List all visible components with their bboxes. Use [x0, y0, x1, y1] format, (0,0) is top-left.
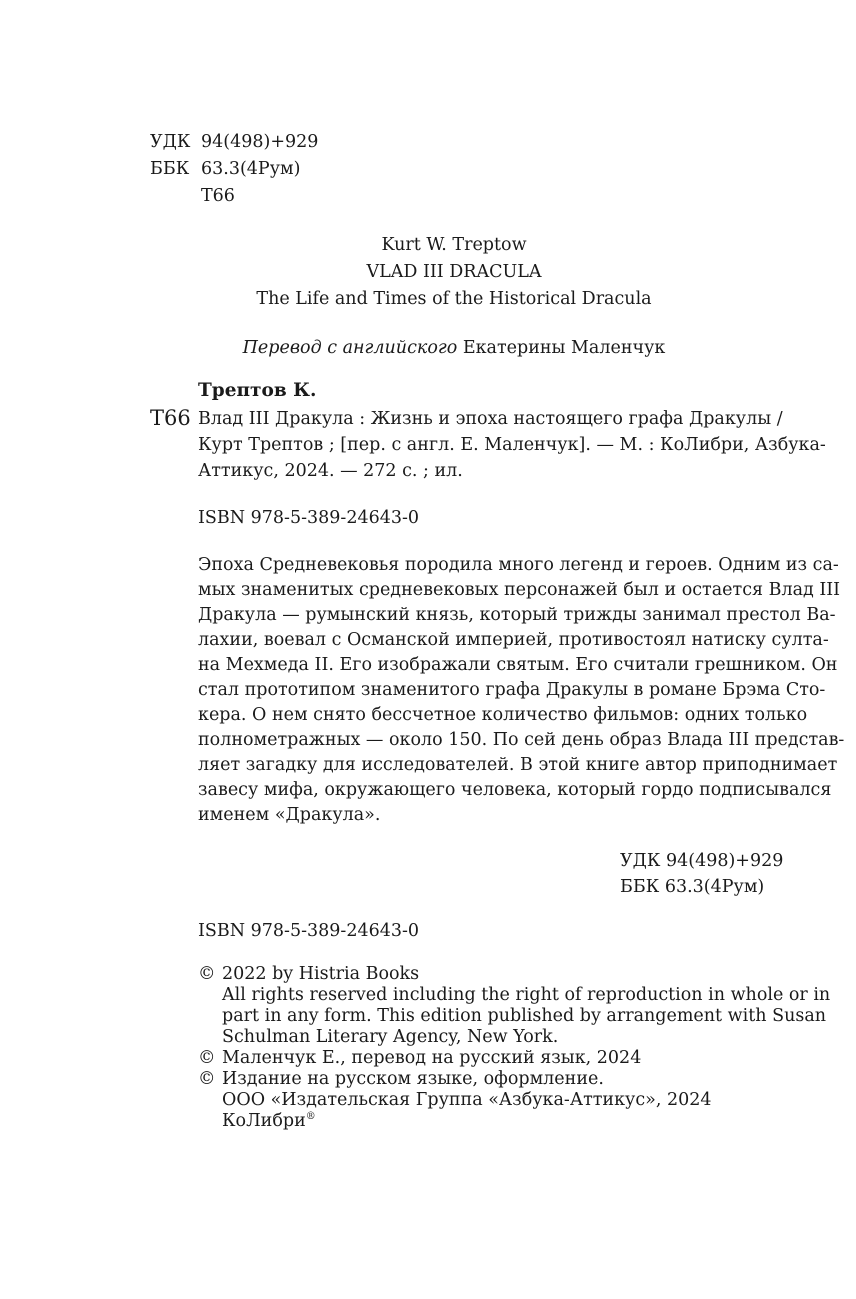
original-title-block [150, 232, 758, 313]
bbk-label: ББК [150, 159, 190, 179]
copyright-original-line-1: 2022 by Histria Books [222, 964, 420, 984]
annotation-line: на Мехмеда II. Его изображали святым. Его считали грешником. Он [198, 655, 838, 675]
annotation-line: кера. О нем снято бессчетное количество фильмов: одних только [198, 705, 808, 725]
annotation-line: ляет загадку для исследователей. В этой книге автор приподнимает [198, 755, 838, 775]
catalog-isbn: ISBN 978-5-389-24643-0 [198, 508, 420, 528]
original-author: Kurt W. Treptow [381, 235, 527, 255]
udk-value: 94(498)+929 [201, 132, 319, 152]
copyright-translation-line: Маленчук Е., перевод на русский язык, 2024 [222, 1048, 642, 1068]
annotation-line: Эпоха Средневековья породила много легенд и героев. Одним из са- [198, 555, 839, 575]
copyright-original-line-3: part in any form. This edition published by arrangement with Susan [222, 1006, 827, 1026]
copyright-edition-line-1: Издание на русском языке, оформление. [222, 1069, 604, 1089]
catalog-author-heading: Трептов К. [198, 380, 317, 401]
translation-label: Перевод с английского [242, 338, 458, 358]
udk-bottom: УДК 94(498)+929 [620, 851, 784, 871]
catalog-line-1: Влад III Дракула : Жизнь и эпоха настоящего графа Дракулы / [198, 409, 783, 429]
catalog-line-2: Курт Трептов ; [пер. с англ. Е. Маленчук]. — М. : КоЛибри, Азбука- [198, 435, 826, 455]
bbk-value: 63.3(4Рум) [201, 159, 301, 179]
annotation-line: лахии, воевал с Османской империей, противостоял натиску султа- [198, 630, 829, 650]
annotation-line: мых знаменитых средневековых персонажей был и остается Влад III [198, 580, 841, 600]
catalog-code-mark: Т66 [150, 406, 191, 430]
original-title: VLAD III DRACULA [366, 262, 542, 282]
copyright-edition-line-2: ООО «Издательская Группа «Азбука-Аттикус», 2024 [222, 1090, 712, 1110]
copyright-icon: © [198, 1048, 216, 1068]
catalog-line-3: Аттикус, 2024. — 272 с. ; ил. [198, 461, 463, 481]
annotation-line: Дракула — румынский князь, который трижды занимал престол Ва- [198, 605, 836, 625]
copyright-original-line-2: All rights reserved including the right of reproduction in whole or in [222, 985, 831, 1005]
copyright-icon: © [198, 1069, 216, 1089]
registered-icon: ® [305, 1111, 316, 1123]
original-subtitle: The Life and Times of the Historical Dracula [256, 289, 652, 309]
bbk-bottom: ББК 63.3(4Рум) [620, 877, 765, 897]
bbk-row-top [0, 161, 856, 181]
author-mark-top: Т66 [201, 186, 235, 206]
translation-credit [150, 336, 758, 360]
translator-name: Екатерины Маленчук [457, 338, 666, 358]
isbn-bottom: ISBN 978-5-389-24643-0 [198, 921, 420, 941]
annotation-line: завесу мифа, окружающего человека, который гордо подписывался [198, 780, 832, 800]
udk-row-top [0, 134, 856, 154]
annotation-line: стал прототипом знаменитого графа Дракулы в романе Брэма Сто- [198, 680, 826, 700]
copyright-original-line-4: Schulman Literary Agency, New York. [222, 1027, 559, 1047]
udk-label: УДК [150, 132, 191, 152]
annotation-line: полнометражных — около 150. По сей день образ Влада III представ- [198, 730, 845, 750]
copyright-edition-line-3 [222, 1111, 316, 1131]
copyright-icon: © [198, 964, 216, 984]
imprint-name: КоЛибри [222, 1111, 306, 1131]
annotation-line: именем «Дракула». [198, 805, 381, 825]
